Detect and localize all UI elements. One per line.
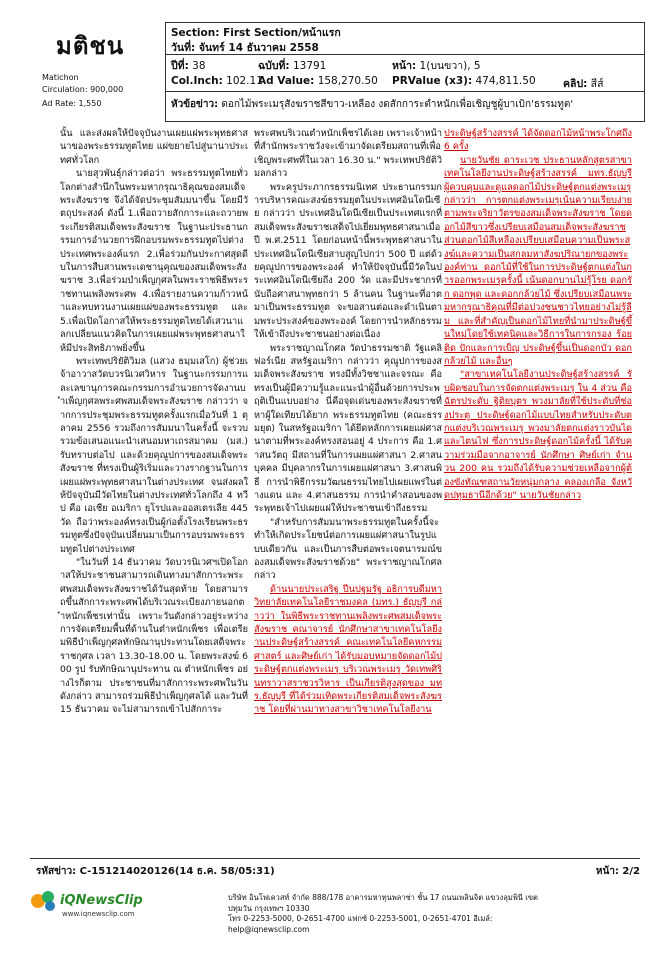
paragraph: นั้น และส่งผลให้ปัจจุบันงานเผยแผ่พระพุทธศาสนาของพระธรรมทูตไทย แผ่ขยายไปสู่นานาประเทศทั่วโลก: [60, 128, 248, 166]
colinch-row: [171, 75, 263, 87]
page-value: 1(บนขวา), 5: [419, 60, 481, 72]
prvalue-value: 474,811.50: [475, 75, 536, 87]
matichon-logo: มติชน: [56, 31, 125, 60]
year-row: [171, 57, 206, 74]
clip-value: สีส์: [590, 78, 604, 90]
highlighted-paragraph: "สาขาเทคโนโลยีงานประดิษฐ์สร้างสรรค์ รับผิดชอบในการจัดตกแต่งพระเมรุ ใน 4 ส่วน คือ ฉัตรประดับ ฐิติยบุตร พวงมาลัยที่ใช้ประดับที่ช่องประตู ประดิษฐ์ดอกไม้แบบไทยสำหรับประดับตกแต่งบริเวณพระเมรุ พวงมาลัยตกแต่งราวบันได และไตนไฟ ซึ่งการประดิษฐ์ดอกไม้ครั้งนี้ ได้รับความร่วมมือจากอาจารย์ นักศึกษา ศิษย์เก่า จำนวน 200 คน รวมถึงได้รับความช่วยเหลือจากผู้ต้องขังทัณฑสถานวัยหนุ่มกลาง คลองเกลือ จังหวัดปทุมธานีอีกด้วย" นายวันชัยกล่าว: [444, 369, 632, 501]
highlighted-paragraph: นายวันชัย ดาระเวช ประธานหลักสูตรสาขาเทคโนโลยีงานประดิษฐ์สร้างสรรค์ มทร.ธัญบุรี ผู้ควบคุมและดูแลดอกไม้ประดิษฐ์ตกแต่งพระเมรุ กล่าวว่า การตกแต่งพระเมรุเน้นความเรียบง่าย ตามพระจริยาวัตรของสมเด็จพระสังฆราช โดยดอกไม้สีขาวซึ่งเปรียบเสมือนสมเด็จพระสังฆราช ส่วนดอกไม้สีเหลืองเปรียบเสมือนความเป็นพระสงฆ์และความเป็นสกลมหาสังฆปริณายกของพระองค์ท่าน ดอกไม้ที่ใช้ในการประดิษฐ์ตกแต่งในการออกพระเมรุครั้งนี้ เน้นดอกบานไม่รู้โรย ดอกรัก ดอกพุด และดอกกล้วยไม้ ซึ่งเปรียบเสมือนพระมหากรุณาธิคุณที่มีต่อปวงชนชาวไทยอย่างไม่รู้ลืม และที่สำคัญเป็นดอกไม้ไทยที่นำมาประดิษฐ์ขึ้นใหม่โดยใช้เทคนิคและวิธีการในการกรอง ร้อย ติด ปักและการเบ็ญ ประดิษฐ์ขึ้นเป็นดอกบัว ดอกกล้วยไม้ และอื่นๆ: [444, 154, 632, 367]
circulation: [42, 84, 123, 96]
paragraph: พระศพบริเวณตำหนักเพ็ชรได้เลย เพราะเจ้าหน้าที่สำนักพระราชวังจะเข้ามาจัดเตรียมสถานที่เพื่อเชิญพระศพที่ในเวลา 16.30 น." พระเทพปริยัติวิมลกล่าว: [254, 128, 442, 180]
ad-rate: [42, 98, 101, 110]
page-label: หน้า:: [392, 60, 417, 72]
colinch-label: Col.Inch:: [171, 75, 223, 87]
publisher-name: Matichon: [42, 73, 79, 82]
clip-row: [563, 75, 604, 92]
circulation-label: Circulation:: [42, 85, 88, 94]
headline-label: หัวข้อข่าว:: [171, 99, 219, 110]
issue-value: 13791: [292, 60, 327, 72]
company-address: บริษัท อินโฟเควสท์ จำกัด 888/178 อาคารมหาทุนพลาซ่า ชั้น 17 ถนนเพลินจิต แขวงลุมพินี เขตปทุมวัน กรุงเทพฯ 10330: [228, 893, 538, 913]
iqnewsclip-brand: iQNewsClip: [60, 893, 143, 908]
issue-label: ฉบับที่:: [258, 60, 290, 72]
paragraph: พระเทพปริยัติวิมล (แสวง ธมฺมเสโก) ผู้ช่วยเจ้าอาวาสวัดบวรนิเวศวิหาร ในฐานะกรรมการและเลขานุการคณะกรรมการอำนวยการจัดงานบำเพ็ญกุศลพระศพสมเด็จพระสังฆราช กล่าวว่า จากการประชุมพระธรรมทูตครั้งแรกเมื่อวันที่ 1 ตุลาคม 2556 รวมถึงการสัมมนาในครั้งนี้ จะรวบรวมข้อเสนอแนะนำเสนอมหาเถรสมาคม (มส.) รับทราบต่อไป และด้วยคุณูปการของสมเด็จพระสังฆราช ที่ทรงเป็นผู้ริเริ่มและวางรากฐานในการเผยแผ่พระพุทธศาสนาในต่างประเทศ จนส่งผลให้ปัจจุบันมีวัดไทยในต่างประเทศทั่วโลกถึง 4 ทวีป คือ เอเชีย อเมริกา ยุโรปและออสเตรเลีย 445 วัด ถือว่าพระองค์ทรงเป็นผู้ก่อตั้งโรงเรียนพระธรรมทูตซึ่งปัจจุบันเปลี่ยนมาเป็นการอบรมพระธรรมทูตไปต่างประเทศ: [60, 355, 248, 555]
page-number: หน้า: 2/2: [595, 866, 640, 877]
prvalue-row: [392, 75, 536, 87]
paragraph: นายสุวพันธุ์กล่าวต่อว่า พระธรรมทูตไทยทั่วโลกต่างสำนึกในพระมหากรุณาธิคุณของสมเด็จพระสังฆราช จึงได้จัดประชุมสัมมนาขึ้น โดยมีวัตถุประสงค์ ดังนี้ 1.เพื่อถวายสักการะและถวายพระเกียรติสมเด็จพระสังฆราช ในฐานะประธานกรรมการอำนวยการฝึกอบรมพระธรรมทูตไปต่างประเทศพระองค์แรก 2.เพื่อร่วมกันประกาศสุดดีบในการสืบสานพระเดชานุคุณของสมเด็จพระสังฆราช 3.เพื่อร่วมบำเพ็ญกุศลในพระราชพิธีพระราชทานเพลิงพระศพ 4.เพื่อรายงานความก้าวหน้าและทบทวนงานเผยแผ่ของพระธรรมทูต และ 5.เพื่อเปิดโอกาสให้พระธรรมทูตไทยได้เสวนาแลกเปลี่ยนแนวคิดในการเผยแผ่พระพุทธศาสนาให้มีประสิทธิภาพยิ่งขึ้น: [60, 168, 248, 354]
year-label: ปีที่:: [171, 60, 189, 72]
highlighted-paragraph: ประดิษฐ์สร้างสรรค์ ได้จัดดอกไม้หน้าพระโกศถึง 6 ครั้ง: [444, 128, 632, 153]
iqnewsclip-website: www.iqnewsclip.com: [62, 910, 135, 918]
footer-divider: [30, 858, 640, 859]
company-contact: โทร 0-2253-5000, 0-2651-4700 แฟกซ์ 0-2253-5001, 0-2651-4701 อีเมล์: help@iqnewsclip.com: [228, 914, 493, 934]
clip-label: คลิป:: [563, 78, 588, 90]
paragraph: พระครูประภากรธรรมนิเทศ ประธานกรรมการบริหารคณะสงฆ์ธรรมยุตในประเทศอินโดนีเซีย กล่าวว่า ประเทศอินโดนีเซียเป็นประเทศแรกที่สมเด็จพระสังฆราชเสด็จไปเยี่ยมพุทธศาสนาเมื่อปี พ.ศ.2511 โดยก่อนหน้านี้พระพุทธศาสนาในประเทศอินโดนีเซียสาบสูญไปกว่า 500 ปี แต่ด้วยคุณูปการของพระองค์ ทำให้ปัจจุบันนี้มีวัดในประเทศอินโดนีเซียถึง 200 วัด และมีประชากรที่นับถือศาสนาพุทธกว่า 5 ล้านคน ในฐานะที่อาตมาเป็นพระธรรมทูต จะขอสานต่อและดำเนินตามพระประสงค์ของพระองค์ โดยการนำหลักธรรมให้เข้าถึงประชาชนอย่างต่อเนื่อง: [254, 181, 442, 341]
news-code: รหัสข่าว: C-151214020126(14 ธ.ค. 58/05:31): [36, 866, 275, 877]
company-info: [228, 893, 548, 935]
article-column-3: [444, 127, 632, 502]
article-column-1: [60, 127, 248, 717]
paragraph: พระราชญาณโกศล วัดป่าธรรมชาติ วัฐแคลิฟอร์เนีย สหรัฐอเมริกา กล่าวว่า คุณูปการของสมเด็จพระสังฆราช ทรงมีทั้งวิชชาและจรณะ คือทรงเป็นผู้มีความรู้และแนะนำผู้อื่นด้วยการประพฤติเป็นแบบอย่าง นี่คือจุดเด่นของพระสังฆราชที่หาผู้ใดเทียบได้ยาก พระธรรมทูตไทย (คณะธรรมยุต) ในสหรัฐอเมริกา ได้ยึดหลักการเผยแผ่ศาสนาตามที่พระองค์ทรงสอนอยู่ 4 ประการ คือ 1.ศาสนวัตถุ มีสถานที่ในการเผยแผ่ศาสนา 2.ศาสนบุคคล มีบุคลากรในการเผยแผ่ศาสนา 3.ศาสนพิธี การนำพิธีกรรมวัฒนธรรมไทยไปเผยแพร่ในต่างแดน และ 4.ศาสนธรรม การนำคำสอนของพระพุทธเจ้าไปเผยแผ่ให้ประชาชนเข้าถึงธรรม: [254, 342, 442, 515]
clip-info-header: [165, 22, 645, 122]
date: วันที่: จันทร์ 14 ธันวาคม 2558: [171, 42, 319, 54]
advalue-label: Ad Value:: [258, 75, 315, 87]
colinch-value: 102.11: [226, 75, 263, 87]
ad-rate-label: Ad Rate:: [42, 99, 76, 108]
year-value: 38: [192, 60, 206, 72]
prvalue-label: PRValue (x3):: [392, 75, 473, 87]
article-column-2: [254, 127, 442, 717]
paragraph: "สำหรับการสัมมนาพระธรรมทูตในครั้งนี้จะทำให้เกิดประโยชน์ต่อการเผยแผ่ศาสนาในรูปแบบเดียวกัน และเป็นการสืบต่อพระเจตนารมณ์ของสมเด็จพระสังฆราชด้วย" พระราชญาณโกศลกล่าว: [254, 516, 442, 582]
advalue-value: 158,270.50: [317, 75, 378, 87]
ad-rate-value: 1,550: [78, 99, 102, 108]
paragraph: "ในวันที่ 14 ธันวาคม วัดบวรนิเวศฯเปิดโอกาสให้ประชาชนสามารถเดินทางมาสักการะพระศพสมเด็จพระสังฆราชได้วันสุดท้าย โดยสามารถขึ้นสักการะพระศพได้บริเวณระเบียงภายนอกตำหนักเพ็ชรเท่านั้น เพราะวันดังกล่าวอยู่ระหว่างการจัดเตรียมพื้นที่ด้านในตำหนักเพ็ชร เพื่อเตรียมพิธีบำเพ็ญกุศลทักษิณานุประทานโดยเสด็จพระราชกุศล เวลา 13.30-18.00 น. โดยพระสงฆ์ 600 รูป รับทักษิณานุประทาน ณ ตำหนักเพ็ชร อย่างไรก็ตาม ประชาชนที่มาสักการะพระศพในวันดังกล่าว สามารถร่วมพิธีบำเพ็ญกุศลได้ และวันที่ 15 ธันวาคม จะไม่สามารถเข้าไปสักการะ: [60, 557, 248, 716]
headline: ดอกไม้พระเมรุสังฆราชสีขาว-เหลือง งดสักการะตำหนักเพื่อเชิญชูผู้บาเบิก'ธรรมทูต': [221, 99, 574, 110]
iqnewsclip-logo-icon: [30, 889, 58, 917]
circulation-value: 900,000: [90, 85, 124, 94]
page-row: [392, 57, 481, 74]
issue-row: [258, 57, 326, 74]
highlighted-paragraph: ด้านนายประเสริฐ ปีนปฐมรัฐ อธิการบดีมหาวิทยาลัยเทคโนโลยีราชมงคล (มทร.) ธัญบุรี กล่าวว่า ในพิธีพระราชทานเพลิงพระศพสมเด็จพระสังฆราช คณาจารย์ นักศึกษาสาขาเทคโนโลยีงานประดิษฐ์สร้างสรรค์ คณะเทคโนโลยีคหกรรมศาสตร์ และศิษย์เก่า ได้รับมอบหมายจัดดอกไม้ประดิษฐ์ตกแต่งพระเมรุ บริเวณพระเมรุ วัดเทพศิรินทราวาสราชวรวิหาร เป็นเกียรติสูงสุดของ มทร.ธัญบุรี ที่ได้ร่วมเทิดพระเกียรติสมเด็จพระสังฆราช โดยที่ผ่านมาทางสาขาวิชาเทคโนโลยีงาน: [254, 583, 442, 716]
publisher-logo-block: [30, 22, 160, 108]
advalue-row: [258, 75, 378, 87]
headline-row: [171, 97, 573, 112]
section: Section: First Section/หน้าแรก: [171, 27, 341, 39]
